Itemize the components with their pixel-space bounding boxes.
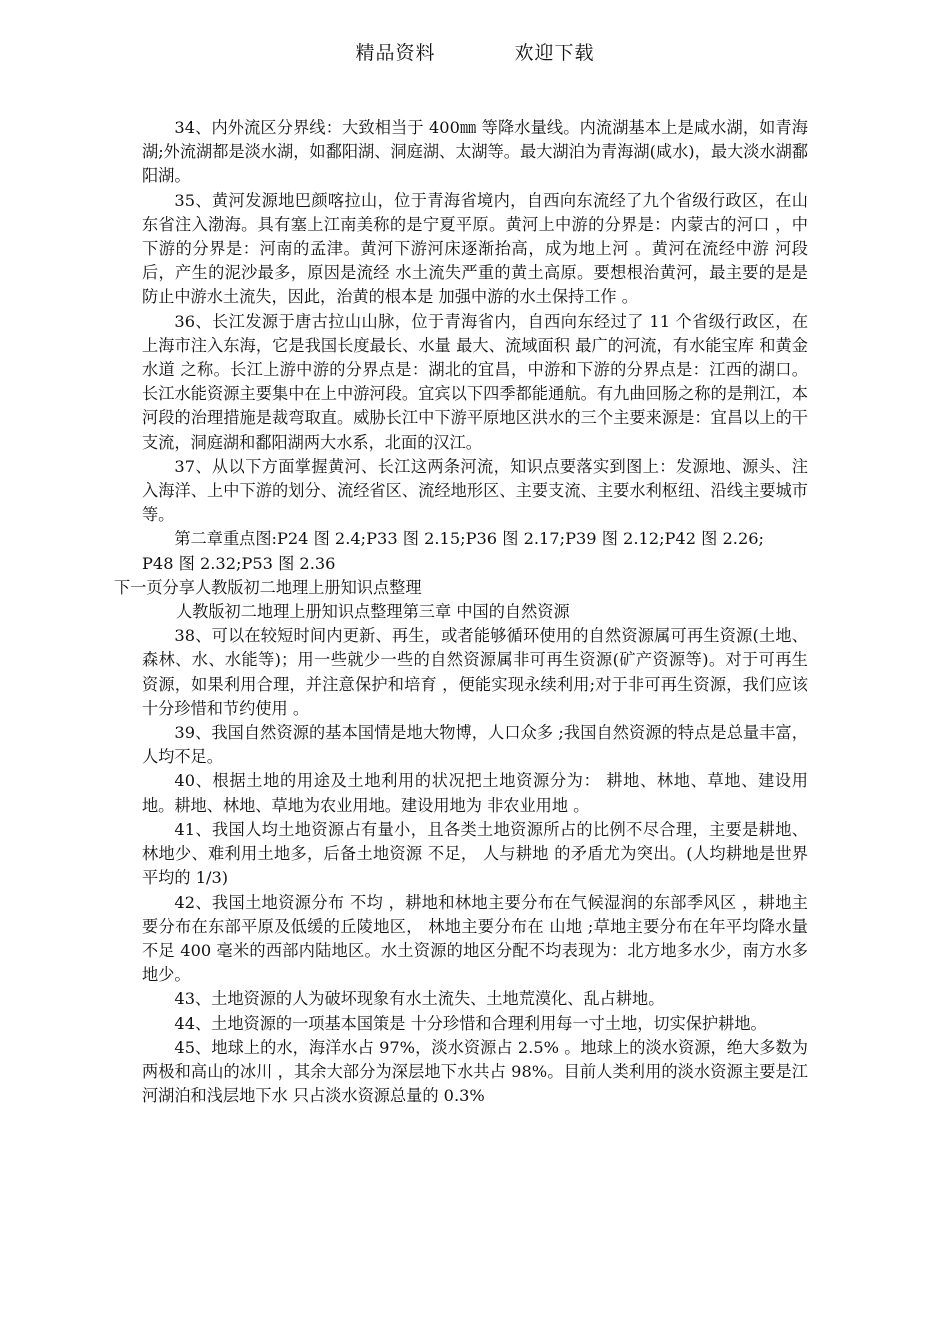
header-left-text: 精品资料 [355, 42, 436, 64]
chapter2-key-figures-line1: 第二章重点图:P24 图 2.4;P33 图 2.15;P36 图 2.17;P39 图 2.12;P42 图 2.26; [174, 529, 764, 549]
paragraph-39: 39、我国自然资源的基本国情是地大物博，人口众多 ;我国自然资源的特点是总量丰富，人均不足。 [142, 723, 808, 767]
chapter2-key-figures-line2: P48 图 2.32;P53 图 2.36 [142, 553, 336, 573]
paragraph-41: 41、我国人均土地资源占有量小，且各类土地资源所占的比例不尽合理，主要是耕地、林地少、难利用土地多，后备土地资源 不足， 人与耕地 的矛盾尤为突出。(人均耕地是世界平均的 1/3) [142, 819, 808, 888]
paragraph-37: 37、从以下方面掌握黄河、长江这两条河流，知识点要落实到图上：发源地、源头、注入海洋、上中下游的划分、流经省区、流经地形区、主要支流、主要水利枢纽、沿线主要城市等。 [142, 456, 808, 525]
header-right-text: 欢迎下载 [514, 42, 595, 64]
paragraph-36: 36、长江发源于唐古拉山山脉，位于青海省内，自西向东经过了 11 个省级行政区，在上海市注入东海，它是我国长度最长、水量 最大、流域面积 最广的河流，有水能宝库 和黄金水道 之称。长江上游中游的分界点是：湖北的宜昌，中游和下游的分界点是：江西的湖口。长江水能资源主要集中在上中游河段。宜宾以下四季都能通航。有九曲回肠之称的是荆江，本河段的治理措施是裁弯取直。威胁长江中下游平原地区洪水的三个主要来源是：宜昌以上的干支流，洞庭湖和鄱阳湖两大水系，北面的汉江。 [142, 311, 808, 452]
paragraph-35: 35、黄河发源地巴颜喀拉山，位于青海省境内，自西向东流经了九个省级行政区，在山东省注入渤海。具有塞上江南美称的是宁夏平原。黄河上中游的分界是：内蒙古的河口 ，中下游的分界是：河南的孟津。黄河下游河床逐渐抬高，成为地上河 。黄河在流经中游 河段后，产生的泥沙最多，原因是流经 水土流失严重的黄土高原。要想根治黄河，最主要的是是防止中游水土流失，因此，治黄的根本是 加强中游的水土保持工作 。 [142, 190, 808, 307]
next-page-note: 下一页分享人教版初二地理上册知识点整理 [114, 577, 422, 597]
paragraph-42: 42、我国土地资源分布 不均 ，耕地和林地主要分布在气候湿润的东部季风区 ，耕地主要分布在东部平原及低缓的丘陵地区， 林地主要分布在 山地 ;草地主要分布在年平均降水量不足 400 毫米的西部内陆地区。水土资源的地区分配不均表现为：北方地多水少，南方水多地少。 [142, 892, 808, 985]
paragraph-34: 34、内外流区分界线：大致相当于 400㎜ 等降水量线。内流湖基本上是咸水湖，如青海湖;外流湖都是淡水湖，如鄱阳湖、洞庭湖、太湖等。最大湖泊为青海湖(咸水)，最大淡水湖鄱阳湖。 [142, 118, 808, 186]
paragraph-44: 44、土地资源的一项基本国策是 十分珍惜和合理利用每一寸土地，切实保护耕地。 [174, 1013, 767, 1033]
paragraph-45: 45、地球上的水，海洋水占 97%，淡水资源占 2.5% 。地球上的淡水资源，绝大多数为两极和高山的冰川 ，其余大部分为深层地下水共占 98%。目前人类利用的淡水资源主要是江河湖泊和浅层地下水 只占淡水资源总量的 0.3% [142, 1037, 808, 1106]
document-body [114, 116, 808, 1108]
paragraph-38: 38、可以在较短时间内更新、再生，或者能够循环使用的自然资源属可再生资源(土地、森林、水、水能等)；用一些就少一些的自然资源属非可再生资源(矿产资源等)。对于可再生资源，如果利用合理，并注意保护和培育 ，便能实现永续利用;对于非可再生资源，我们应该十分珍惜和节约使用 。 [142, 626, 808, 718]
paragraph-43: 43、土地资源的人为破坏现象有水土流失、土地荒漠化、乱占耕地。 [174, 989, 665, 1009]
paragraph-40: 40、根据土地的用途及土地利用的状况把土地资源分为： 耕地、林地、草地、建设用地。耕地、林地、草地为农业用地。建设用地为 非农业用地 。 [142, 771, 808, 815]
chapter3-title: 人教版初二地理上册知识点整理第三章 中国的自然资源 [176, 602, 570, 622]
page-header [0, 38, 950, 65]
